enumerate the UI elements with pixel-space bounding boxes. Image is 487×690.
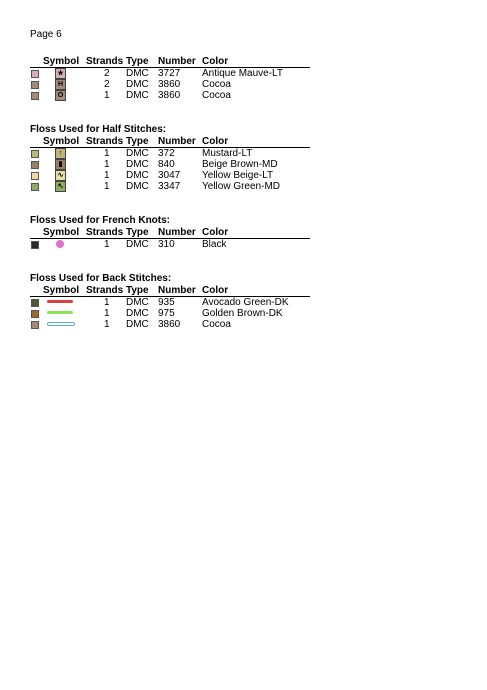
- floss-row: [30, 79, 310, 90]
- color-swatch: [31, 81, 39, 89]
- header-strands: Strands: [86, 227, 124, 238]
- french-knot-section: [30, 215, 310, 250]
- back-stitch-line-icon: [47, 322, 75, 326]
- color-name-cell: Cocoa: [202, 79, 231, 90]
- stitch-symbol-icon: ▮: [55, 159, 66, 170]
- header-strands: Strands: [86, 136, 124, 147]
- type-cell: DMC: [126, 68, 149, 79]
- floss-row: [30, 181, 310, 192]
- color-name-cell: Yellow Green-MD: [202, 181, 280, 192]
- number-cell: 3047: [158, 170, 181, 181]
- stitch-symbol-icon: ∿: [55, 170, 66, 181]
- header-number: Number: [158, 227, 196, 238]
- strands-cell: 1: [104, 319, 110, 330]
- color-swatch: [31, 321, 39, 329]
- type-cell: DMC: [126, 181, 149, 192]
- color-name-cell: Cocoa: [202, 319, 231, 330]
- table-header: [30, 136, 310, 148]
- strands-cell: 1: [104, 148, 110, 159]
- color-swatch: [31, 310, 39, 318]
- stitch-symbol-icon: ↑: [55, 148, 66, 159]
- stitch-symbol-icon: O: [55, 90, 66, 101]
- color-name-cell: Cocoa: [202, 90, 231, 101]
- strands-cell: 2: [104, 79, 110, 90]
- strands-cell: 1: [104, 239, 110, 250]
- floss-row: [30, 319, 310, 330]
- color-swatch: [31, 161, 39, 169]
- strands-cell: 1: [104, 170, 110, 181]
- floss-row: [30, 239, 310, 250]
- header-number: Number: [158, 56, 196, 67]
- header-color: Color: [202, 136, 229, 147]
- color-swatch: [31, 241, 39, 249]
- color-name-cell: Avocado Green-DK: [202, 297, 289, 308]
- number-cell: 3727: [158, 68, 181, 79]
- half-stitch-section: [30, 124, 310, 192]
- header-symbol: Symbol: [43, 56, 80, 67]
- section-title: Floss Used for Back Stitches:: [30, 273, 172, 284]
- number-cell: 840: [158, 159, 175, 170]
- color-name-cell: Yellow Beige-LT: [202, 170, 274, 181]
- floss-row: [30, 68, 310, 79]
- strands-cell: 1: [104, 308, 110, 319]
- type-cell: DMC: [126, 308, 149, 319]
- color-name-cell: Beige Brown-MD: [202, 159, 278, 170]
- floss-row: [30, 90, 310, 101]
- back-stitch-line-icon: [47, 311, 73, 314]
- type-cell: DMC: [126, 319, 149, 330]
- back-stitch-line-icon: [47, 300, 73, 303]
- color-name-cell: Mustard-LT: [202, 148, 253, 159]
- header-color: Color: [202, 56, 229, 67]
- number-cell: 3860: [158, 319, 181, 330]
- french-knot-dot-icon: [56, 240, 64, 248]
- header-color: Color: [202, 227, 229, 238]
- number-cell: 3860: [158, 90, 181, 101]
- header-color: Color: [202, 285, 229, 296]
- color-swatch: [31, 183, 39, 191]
- header-symbol: Symbol: [43, 285, 80, 296]
- strands-cell: 1: [104, 181, 110, 192]
- section-title: Floss Used for French Knots:: [30, 215, 171, 226]
- strands-cell: 1: [104, 90, 110, 101]
- header-number: Number: [158, 285, 196, 296]
- back-stitch-section: [30, 273, 310, 330]
- color-name-cell: Black: [202, 239, 227, 250]
- type-cell: DMC: [126, 90, 149, 101]
- stitch-symbol-icon: ★: [55, 68, 66, 79]
- header-type: Type: [126, 227, 149, 238]
- color-swatch: [31, 150, 39, 158]
- color-name-cell: Golden Brown-DK: [202, 308, 283, 319]
- header-number: Number: [158, 136, 196, 147]
- type-cell: DMC: [126, 148, 149, 159]
- color-name-cell: Antique Mauve-LT: [202, 68, 283, 79]
- type-cell: DMC: [126, 239, 149, 250]
- number-cell: 975: [158, 308, 175, 319]
- table-header: [30, 285, 310, 297]
- type-cell: DMC: [126, 297, 149, 308]
- strands-cell: 1: [104, 159, 110, 170]
- table-header: [30, 227, 310, 239]
- type-cell: DMC: [126, 159, 149, 170]
- stitch-symbol-icon: H: [55, 79, 66, 90]
- number-cell: 3347: [158, 181, 181, 192]
- header-symbol: Symbol: [43, 136, 80, 147]
- strands-cell: 2: [104, 68, 110, 79]
- floss-row: [30, 148, 310, 159]
- header-symbol: Symbol: [43, 227, 80, 238]
- floss-row: [30, 170, 310, 181]
- number-cell: 935: [158, 297, 175, 308]
- number-cell: 372: [158, 148, 175, 159]
- page-label: Page 6: [30, 29, 62, 40]
- number-cell: 310: [158, 239, 175, 250]
- table-header: [30, 56, 310, 68]
- strands-cell: 1: [104, 297, 110, 308]
- type-cell: DMC: [126, 170, 149, 181]
- header-type: Type: [126, 136, 149, 147]
- type-cell: DMC: [126, 79, 149, 90]
- header-type: Type: [126, 56, 149, 67]
- color-swatch: [31, 70, 39, 78]
- header-strands: Strands: [86, 56, 124, 67]
- full-stitch-table: [30, 56, 310, 101]
- header-type: Type: [126, 285, 149, 296]
- color-swatch: [31, 92, 39, 100]
- floss-row: [30, 297, 310, 308]
- color-swatch: [31, 172, 39, 180]
- color-swatch: [31, 299, 39, 307]
- stitch-symbol-icon: ↖: [55, 181, 66, 192]
- section-title: Floss Used for Half Stitches:: [30, 124, 167, 135]
- floss-row: [30, 159, 310, 170]
- number-cell: 3860: [158, 79, 181, 90]
- header-strands: Strands: [86, 285, 124, 296]
- floss-row: [30, 308, 310, 319]
